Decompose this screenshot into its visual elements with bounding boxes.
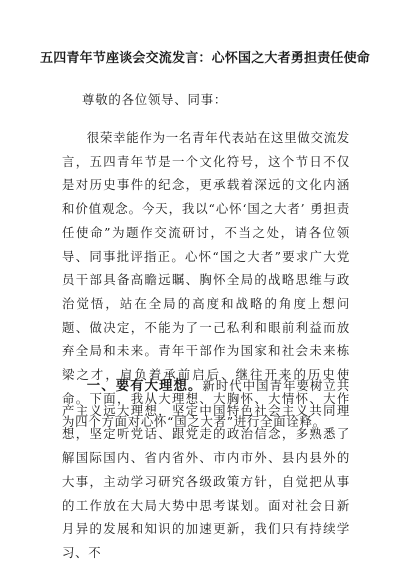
- document-title: 五四青年节座谈会交流发言：心怀国之大者勇担责任使命: [40, 51, 371, 66]
- section-one-text: 新时代中国青年要树立共产主义远大理想，坚定中国特色社会主义共同理想，坚定听党话、跟党走的政治信念，多熟悉了解国际国内、省内省外、市内市外、县内县外的大事，主动学习研究各级政策方针，自觉把从事的工作放在大局大势中思考谋划。面对社会日新月异的发展和知识的加速更新，我们只有持续学习、不: [62, 378, 351, 560]
- body-paragraph-section-one: [62, 374, 350, 565]
- section-heading-one: 一、要有大理想。: [86, 378, 203, 394]
- salutation: 尊敬的各位领导、同事：: [82, 92, 228, 107]
- body-paragraph-intro: 很荣幸能作为一名青年代表站在这里做交流发言，五四青年节是一个文化符号，这个节日不仅是对历史事件的纪念，更承载着深远的文化内涵和价值观念。今天，我以“心怀‘国之大者’ 勇担责任使命”为题作交流研讨，不当之处，请各位领导、同事批评指正。心怀“国之大者”要求广大党员干部具备高瞻远瞩、胸怀全局的战略思维与政治觉悟，站在全局的高度和战略的角度上想问题、做决定，不能为了一己私利和眼前利益而放弃全局和未来。青年干部作为国家和社会未来栋梁之才，肩负着承前启后、继往开来的历史使命。下面，我从大理想、大胸怀、大情怀、大作为四个方面对心怀“国之大者”进行全面诠释。: [62, 130, 350, 430]
